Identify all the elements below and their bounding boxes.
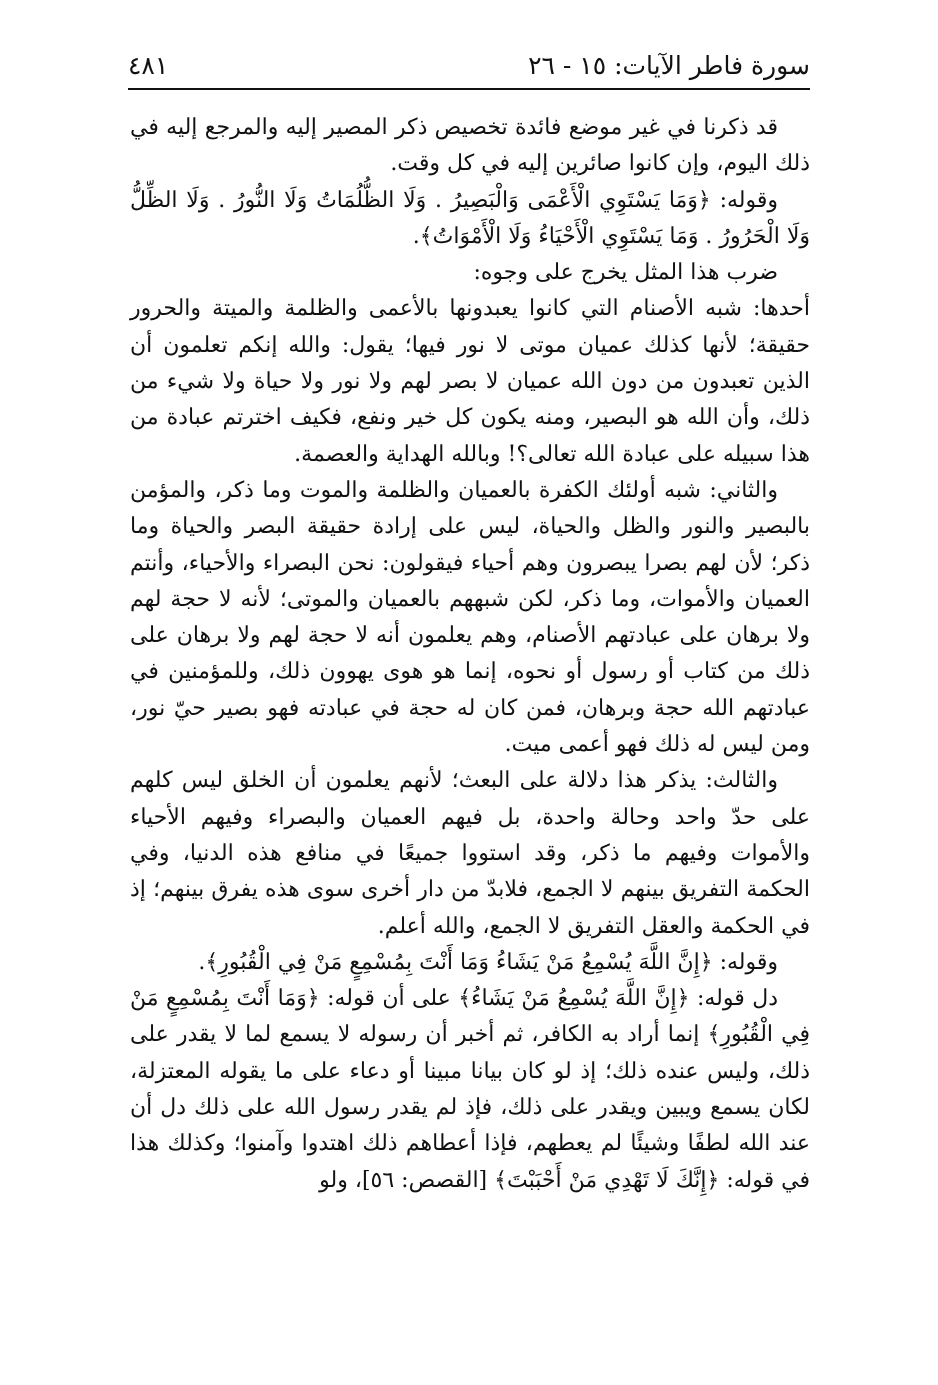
paragraph-second-aspect: والثاني: شبه أولئك الكفرة بالعميان والظلمة والموت وما ذكر، والمؤمن بالبصير والنور والظل والحياة، ليس على إرادة حقيقة البصر والحياة وما ذكر؛ لأن لهم بصرا يبصرون وهم أحياء فيقولون: نحن البصراء والأحياء، وأنتم العميان والأموات، وما ذكر، لكن شبههم بالعميان والموتى؛ لأنه لا حجة لهم ولا برهان على عبادتهم الأصنام، وهم يعلمون أنه لا حجة لهم ولا برهان على ذلك من كتاب أو رسول أو نحوه، إنما هو هوى يهوون ذلك، وللمؤمنين في عبادتهم الله حجة وبرهان، فمن كان له حجة في عبادته فهو بصير حيّ نور، ومن ليس له ذلك فهو أعمى ميت.	[130, 477, 810, 758]
paragraph: دل قوله: ﴿إِنَّ اللَّهَ يُسْمِعُ مَنْ يَشَاءُ﴾ على أن قوله: ﴿وَمَا أَنْتَ بِمُسْمِعٍ مَنْ فِي الْقُبُورِ﴾ إنما أراد به الكافر، ثم أخبر أن رسوله لا يسمع لما لا يقدر على ذلك، وليس عنده ذلك؛ إذ لو كان بيانا مبينا أو دعاء على ما يقوله المعتزلة، لكان يسمع ويبين ويقدر على ذلك، فإذ لم يقدر رسول الله على ذلك دل أن عند الله لطفًا وشيئًا لم يعطهم، فإذا أعطاهم ذلك اهتدوا وآمنوا؛ وكذلك هذا في قوله: ﴿إِنَّكَ لَا تَهْدِي مَنْ أَحْبَبْتَ﴾ [القصص: ٥٦]، ولو	[130, 986, 810, 1193]
paragraph: ضرب هذا المثل يخرج على وجوه:	[473, 260, 778, 286]
paragraph-quran-quote: وقوله: ﴿وَمَا يَسْتَوِي الْأَعْمَى وَالْبَصِيرُ . وَلَا الظُّلُمَاتُ وَلَا النُّورُ . وَلَا الظِّلُّ وَلَا الْحَرُورُ . وَمَا يَسْتَوِي الْأَحْيَاءُ وَلَا الْأَمْوَاتُ﴾.	[130, 187, 810, 249]
paragraph-quran-quote: وقوله: ﴿إِنَّ اللَّهَ يُسْمِعُ مَنْ يَشَاءُ وَمَا أَنْتَ بِمُسْمِعٍ مَنْ فِي الْقُبُورِ﴾.	[198, 949, 778, 975]
body-text	[130, 110, 810, 1199]
paragraph-first-aspect: أحدها: شبه الأصنام التي كانوا يعبدونها بالأعمى والظلمة والميتة والحرور حقيقة؛ لأنها كذلك عميان موتى لا نور فيها؛ يقول: والله إنكم تعلمون أن الذين تعبدون من دون الله عميان لا بصر لهم ولا نور ولا حياة ولا شيء من ذلك، وأن الله هو البصير، ومنه يكون كل خير ونفع، فكيف اخترتم عبادة من هذا سبيله على عبادة الله تعالى؟! وبالله الهداية والعصمة.	[130, 296, 810, 467]
paragraph: قد ذكرنا في غير موضع فائدة تخصيص ذكر المصير إليه والمرجع إليه في ذلك اليوم، وإن كانوا صائرين إليه في كل وقت.	[130, 115, 810, 177]
page-number: ٤٨١	[128, 51, 169, 80]
running-title: سورة فاطر الآيات: ١٥ - ٢٦	[528, 51, 810, 80]
page-header	[128, 48, 810, 90]
paragraph-third-aspect: والثالث: يذكر هذا دلالة على البعث؛ لأنهم يعلمون أن الخلق ليس كلهم على حدّ واحد وحالة واحدة، بل فيهم العميان والبصراء وفيهم الأحياء والأموات وفيهم ما ذكر، وقد استووا جميعًا في منافع هذه الدنيا، وفي الحكمة التفريق بينهم لا الجمع، فلابدّ من دار أخرى سوى هذه يفرق بينهم؛ إذ في الحكمة والعقل التفريق لا الجمع، والله أعلم.	[130, 768, 810, 939]
